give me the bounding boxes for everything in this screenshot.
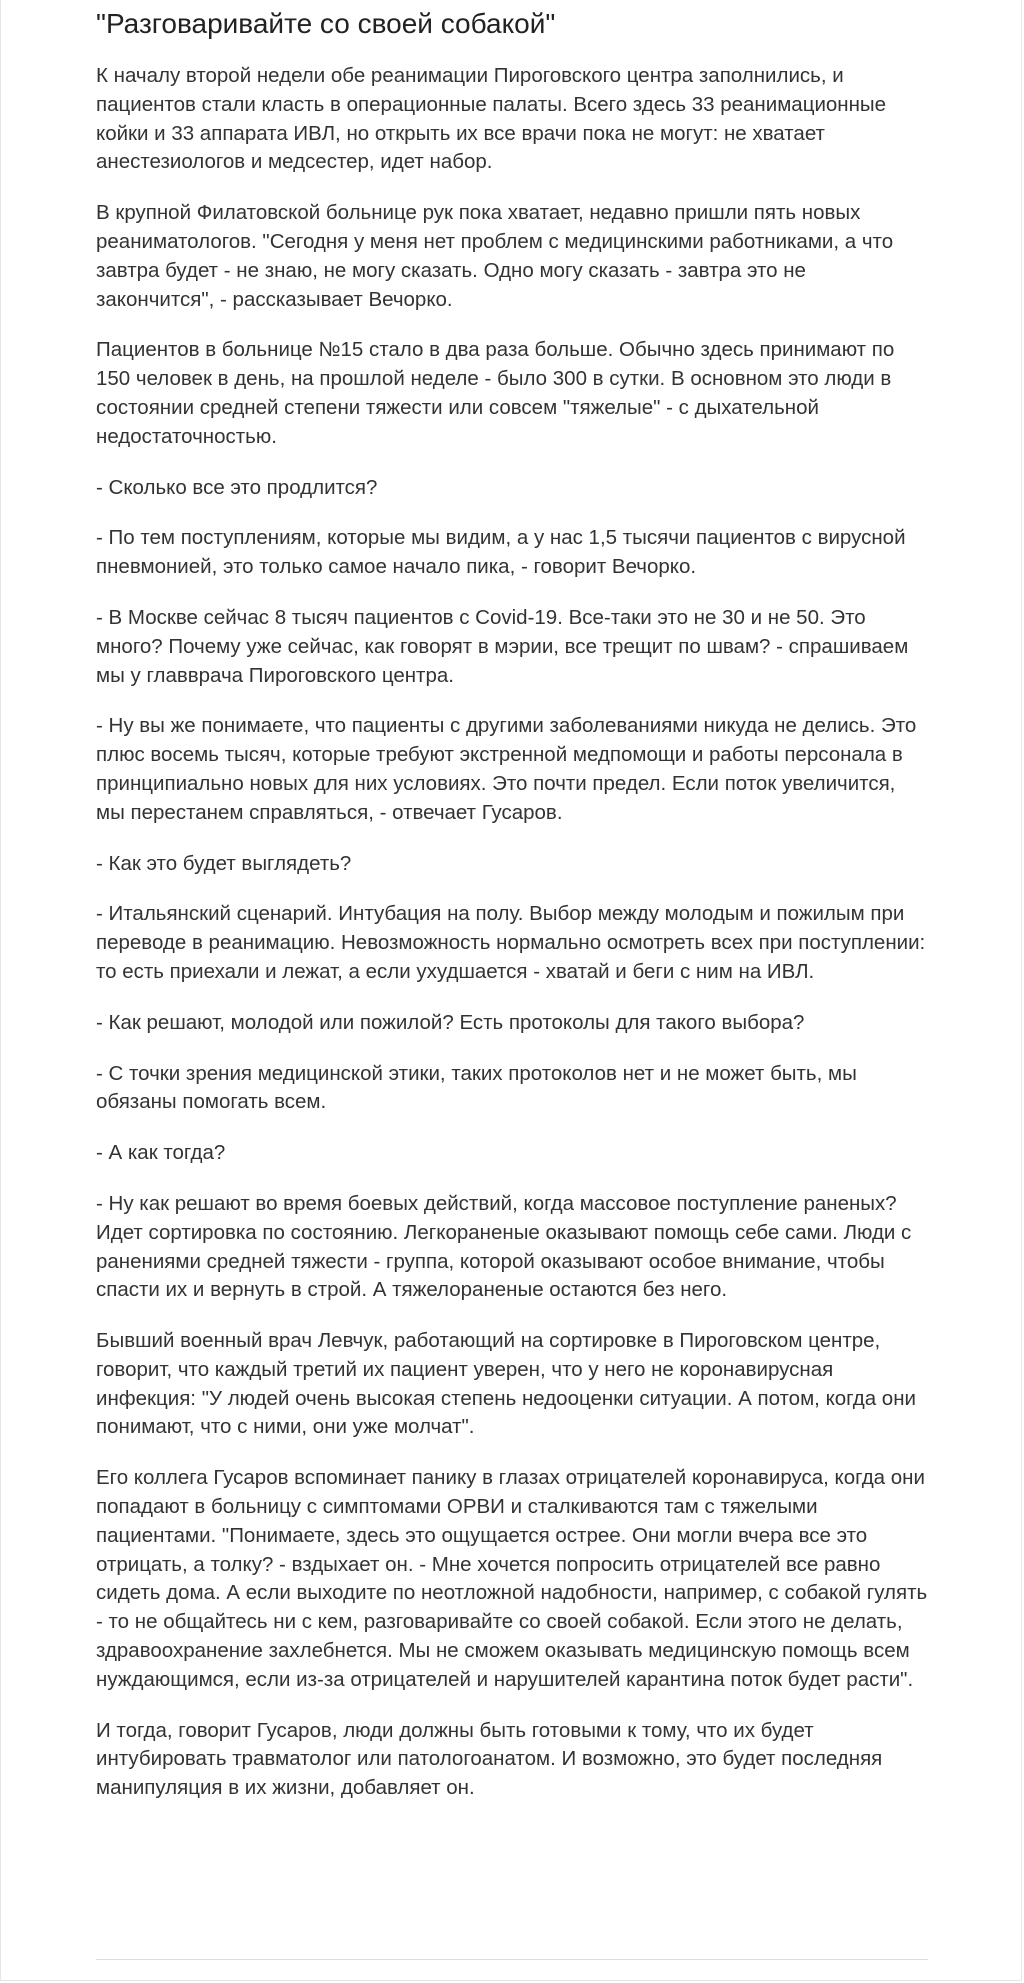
- interview-answer: - Ну вы же понимаете, что пациенты с другими заболеваниями никуда не делись. Это плюс восемь тысяч, которые требуют экстренной медпомощи и работы персонала в принципиально новых для них условиях. Это почти предел. Если поток увеличится, мы перестанем справляться, - отвечает Гусаров.: [96, 714, 917, 824]
- interview-answer: - С точки зрения медицинской этики, таких протоколов нет и не может быть, мы обязаны помогать всем.: [96, 1061, 857, 1114]
- article-paragraph: К началу второй недели обе реанимации Пироговского центра заполнились, и пациентов стали класть в операционные палаты. Всего здесь 33 реанимационные койки и 33 аппарата ИВЛ, но открыть их все врачи пока не могут: не хватает анестезиологов и медсестер, идет набор.: [96, 64, 887, 174]
- interview-question: - Сколько все это продлится?: [96, 475, 378, 499]
- article-paragraph: Пациентов в больнице №15 стало в два раза больше. Обычно здесь принимают по 150 человек в день, на прошлой неделе - было 300 в сутки. В основном это люди в состоянии средней степени тяжести или совсем "тяжелые" - с дыхательной недостаточностью.: [96, 338, 895, 448]
- interview-question: - В Москве сейчас 8 тысяч пациентов с Covid-19. Все-таки это не 30 и не 50. Это много? Почему уже сейчас, как говорят в мэрии, все трещит по швам? - спрашиваем мы у главврача Пироговского центра.: [96, 605, 909, 687]
- article-paragraph: И тогда, говорит Гусаров, люди должны быть готовыми к тому, что их будет интубировать травматолог или патологоанатом. И возможно, это будет последняя манипуляция в их жизни, добавляет он.: [96, 1718, 883, 1800]
- interview-question: - А как тогда?: [96, 1141, 226, 1165]
- bottom-divider: [96, 1959, 928, 1960]
- article-heading: "Разговаривайте со своей собакой": [96, 8, 556, 39]
- article-paragraph: Бывший военный врач Левчук, работающий на сортировке в Пироговском центре, говорит, что каждый третий их пациент уверен, что у него не коронавирусная инфекция: "У людей очень высокая степень недооценки ситуации. А потом, когда они понимают, что с ними, они уже молчат".: [96, 1329, 916, 1439]
- interview-answer: - Ну как решают во время боевых действий, когда массовое поступление раненых? Идет сортировка по состоянию. Легкораненые оказывают помощь себе сами. Люди с ранениями средней тяжести - группа, которой оказывают особое внимание, чтобы спасти их и вернуть в строй. А тяжелораненые остаются без него.: [96, 1191, 912, 1302]
- article-body: [96, 62, 928, 1803]
- interview-question: - Как это будет выглядеть?: [96, 851, 352, 875]
- interview-answer: - Итальянский сценарий. Интубация на полу. Выбор между молодым и пожилым при переводе в реанимацию. Невозможность нормально осмотреть всех при поступлении: то есть приехали и лежат, а если ухудшается - хватай и беги с ним на ИВЛ.: [96, 902, 926, 983]
- article: [96, 0, 928, 1825]
- article-paragraph: В крупной Филатовской больнице рук пока хватает, недавно пришли пять новых реаниматологов. "Сегодня у меня нет проблем с медицинскими работниками, а что завтра будет - не знаю, не могу сказать. Одно могу сказать - завтра это не закончится", - рассказывает Вечорко.: [96, 201, 894, 311]
- article-paragraph: Его коллега Гусаров вспоминает панику в глазах отрицателей коронавируса, когда они попадают в больницу с симптомами ОРВИ и сталкиваются там с тяжелыми пациентами. "Понимаете, здесь это ощущается острее. Они могли вчера все это отрицать, а толку? - вздыхает он. - Мне хочется попросить отрицателей все равно сидеть дома. А если выходите по неотложной надобности, например, с собакой гулять - то не общайтесь ни с кем, разговаривайте со своей собакой. Если этого не делать, здравоохранение захлебнется. Мы не сможем оказывать медицинскую помощь всем нуждающимся, если из-за отрицателей и нарушителей карантина поток будет расти".: [96, 1466, 928, 1691]
- interview-question: - Как решают, молодой или пожилой? Есть протоколы для такого выбора?: [96, 1010, 805, 1034]
- interview-answer: - По тем поступлениям, которые мы видим, а у нас 1,5 тысячи пациентов с вирусной пневмонией, это только самое начало пика, - говорит Вечорко.: [96, 526, 906, 579]
